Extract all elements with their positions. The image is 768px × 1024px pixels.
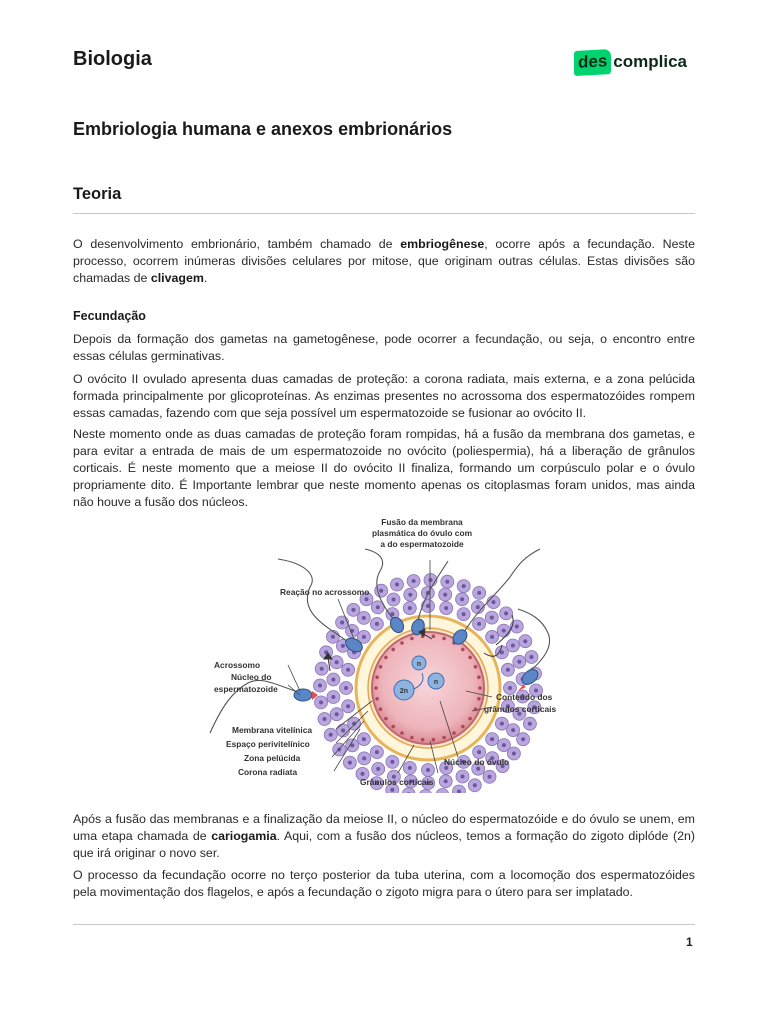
section-divider <box>73 213 695 214</box>
label-espaco-perivitelinico: Espaço perivitelínico <box>226 739 310 749</box>
corona-cell <box>402 788 415 793</box>
corona-cell-nucleus <box>523 639 527 643</box>
corona-cell-nucleus <box>477 622 481 626</box>
corona-cell-nucleus <box>320 667 324 671</box>
cortical-granule <box>384 656 388 660</box>
corona-cell-nucleus <box>500 722 504 726</box>
nucleus-n-1-label: n <box>416 661 422 668</box>
corona-cell-nucleus <box>362 756 366 760</box>
fecundacao-paragraph-2: O ovócito II ovulado apresenta duas camadas de proteção: a corona radiata, mais externa, e a zona pelúcida formada principalmente por glicoproteínas. As enzimas presentes no acrossoma dos espermatozóides rompem essas camadas, fazendo com que seja possível um espermatozoide se fusionar ao ovócito II. <box>73 372 695 420</box>
footer-divider <box>73 924 695 925</box>
corona-cell-nucleus <box>362 635 366 639</box>
corona-cell-nucleus <box>408 593 412 597</box>
corona-cell-nucleus <box>460 597 464 601</box>
section-heading: Teoria <box>73 185 122 203</box>
cortical-granule <box>379 665 383 669</box>
corona-cell-nucleus <box>473 783 477 787</box>
cortical-granule <box>400 731 404 735</box>
label-nucleo-ovulo: Núcleo do óvulo <box>444 757 510 767</box>
corona-cell-nucleus <box>318 684 322 688</box>
corona-cell-nucleus <box>461 775 465 779</box>
corona-cell-nucleus <box>502 743 506 747</box>
logo-wordmark: complica <box>613 52 687 71</box>
corona-cell-nucleus <box>444 779 448 783</box>
corona-cell-nucleus <box>412 579 416 583</box>
cortical-granule <box>468 656 472 660</box>
corona-cell-nucleus <box>462 584 466 588</box>
corona-cell-nucleus <box>521 737 525 741</box>
corona-cell-nucleus <box>426 604 430 608</box>
corona-cell-nucleus <box>511 644 515 648</box>
subject-title: Biologia <box>73 48 152 70</box>
label-conteudo-1: Conteúdo dos <box>496 692 553 702</box>
corona-cell-nucleus <box>492 600 496 604</box>
corona-cell-nucleus <box>379 589 383 593</box>
logo-badge: des <box>574 49 611 76</box>
corona-cell-nucleus <box>476 605 480 609</box>
corona-cell-nucleus <box>323 717 327 721</box>
cortical-granule <box>410 736 414 740</box>
corona-cell-nucleus <box>476 767 480 771</box>
cortical-granule <box>379 707 383 711</box>
corona-cell-nucleus <box>376 767 380 771</box>
corona-cell <box>436 789 449 794</box>
corona-cell-nucleus <box>390 760 394 764</box>
cortical-granule <box>432 635 436 639</box>
corona-cell-nucleus <box>375 750 379 754</box>
corona-cell-nucleus <box>445 580 449 584</box>
cortical-granule <box>452 731 456 735</box>
corona-cell-nucleus <box>365 597 369 601</box>
label-corona-radiata: Corona radiata <box>238 767 298 777</box>
corona-cell <box>419 790 432 794</box>
label-acrossomo: Acrossomo <box>214 660 261 670</box>
cortical-granule <box>400 641 404 645</box>
corona-cell-nucleus <box>517 660 521 664</box>
corona-cell-nucleus <box>490 616 494 620</box>
page-number: 1 <box>686 935 693 949</box>
corona-cell-nucleus <box>375 622 379 626</box>
corona-cell-nucleus <box>335 712 339 716</box>
corona-cell-nucleus <box>362 616 366 620</box>
label-granulos-corticais: Grânulos corticais <box>360 777 434 787</box>
cortical-granule <box>442 637 446 641</box>
corona-cell-nucleus <box>362 737 366 741</box>
corona-cell-nucleus <box>351 608 355 612</box>
corona-cell-nucleus <box>488 775 492 779</box>
corona-cell-nucleus <box>329 733 333 737</box>
label-reacao-acrossomo: Reação no acrossomo <box>280 587 370 597</box>
corona-cell-nucleus <box>331 678 335 682</box>
corona-cell-nucleus <box>490 737 494 741</box>
corona-cell-nucleus <box>502 629 506 633</box>
label-nucleo-espermatozoide-1: Núcleo do <box>231 672 272 682</box>
corona-cell-nucleus <box>346 704 350 708</box>
label-nucleo-espermatozoide-2: espermatozoide <box>214 684 278 694</box>
label-fusao-1: Fusão da membrana <box>381 517 463 527</box>
corona-cell-nucleus <box>506 668 510 672</box>
fecundacao-paragraph-1: Depois da formação dos gametas na gametogênese, pode ocorrer a fecundação, ou seja, o encontro entre essas células germinativas. <box>73 332 695 363</box>
document-title: Embriologia humana e anexos embrionários <box>73 119 453 139</box>
corona-cell-nucleus <box>340 621 344 625</box>
corona-cell-nucleus <box>426 768 430 772</box>
cortical-granule <box>474 665 478 669</box>
label-fusao-2: plasmática do óvulo com <box>371 528 473 538</box>
corona-cell-nucleus <box>395 583 399 587</box>
cortical-granule <box>391 648 395 652</box>
cortical-granule <box>477 697 481 701</box>
corona-cell-nucleus <box>344 686 348 690</box>
nucleus-n-2-label: n <box>433 679 439 686</box>
cortical-granule <box>477 675 481 679</box>
corona-cell-nucleus <box>348 761 352 765</box>
corona-cell-nucleus <box>512 752 516 756</box>
corona-cell-nucleus <box>376 605 380 609</box>
corona-cell-nucleus <box>504 611 508 615</box>
corona-cell-nucleus <box>490 635 494 639</box>
page-header <box>73 48 695 78</box>
nucleus-2n-label: 2n <box>399 688 409 695</box>
corona-cell-nucleus <box>335 660 339 664</box>
cortical-granule <box>375 697 379 701</box>
label-fusao-3: a do espermatozoide <box>380 539 464 549</box>
label-conteudo-2: grânulos corticais <box>484 704 557 714</box>
cortical-granule <box>432 738 436 742</box>
corona-cell-nucleus <box>331 635 335 639</box>
descomplica-logo <box>574 48 687 76</box>
cortical-granule <box>478 686 482 690</box>
cortical-granule <box>375 675 379 679</box>
corona-cell-nucleus <box>530 655 534 659</box>
corona-cell-nucleus <box>477 750 481 754</box>
fertilization-diagram <box>200 515 580 793</box>
cortical-granule <box>461 725 465 729</box>
fecundacao-paragraph-3: Neste momento onde as duas camadas de proteção foram rompidas, há a fusão da membrana dos gametas, e para evitar a entrada de mais de um espermatozoide no ovócito (poliespermia), há a liberação de grânulos corticais. É neste momento que a meiose II do ovócito II finaliza, formando um corpúsculo polar e o óvulo propriamente dito. É Importante lembrar que neste momento apenas os citoplasmas foram unidos, mas ainda não houve a fusão dos núcleos. <box>73 427 695 509</box>
corona-cell-nucleus <box>429 578 433 582</box>
corona-cell-nucleus <box>444 606 448 610</box>
corona-cell-nucleus <box>361 772 365 776</box>
cortical-granule <box>421 738 425 742</box>
corona-cell-nucleus <box>392 598 396 602</box>
corona-cell-nucleus <box>341 644 345 648</box>
corona-cell-nucleus <box>511 728 515 732</box>
corona-cell-nucleus <box>408 606 412 610</box>
corona-cell-nucleus <box>341 729 345 733</box>
fertilization-illustration <box>200 515 580 793</box>
label-zona-pelucida: Zona pelúcida <box>244 753 301 763</box>
cortical-granule <box>391 725 395 729</box>
corona-cell-nucleus <box>390 788 394 792</box>
cortical-granule <box>384 717 388 721</box>
ovum <box>372 632 484 744</box>
intro-paragraph: O desenvolvimento embrionário, também chamado de embriogênese, ocorre após a fecundação. Neste processo, ocorrem inúmeras divisões celulares por mitose, que originam outras células. Estas divisões são chamadas de clivagem. <box>73 237 695 285</box>
corona-cell-nucleus <box>515 625 519 629</box>
cortical-granule <box>410 637 414 641</box>
corona-cell-nucleus <box>331 695 335 699</box>
corona-cell-nucleus <box>477 591 481 595</box>
corona-cell-nucleus <box>319 700 323 704</box>
corona-cell-nucleus <box>500 650 504 654</box>
cortical-granule <box>461 648 465 652</box>
fecundacao-heading: Fecundação <box>73 309 146 323</box>
label-membrana-vitelinica: Membrana vitelínica <box>232 725 313 735</box>
corona-cell-nucleus <box>408 766 412 770</box>
corona-cell-nucleus <box>508 686 512 690</box>
corona-cell-nucleus <box>346 668 350 672</box>
cortical-granule <box>468 717 472 721</box>
cariogamia-paragraph: Após a fusão das membranas e a finalização da meiose II, o núcleo do espermatozóide e do óvulo se unem, em uma etapa chamada de cariogamia. Aqui, com a fusão dos núcleos, temos a formação do zigoto diplóde (2n) que irá originar o novo ser. <box>73 812 695 860</box>
corona-cell-nucleus <box>443 593 447 597</box>
final-paragraph: O processo da fecundação ocorre no terço posterior da tuba uterina, com a locomoção dos espermatozóides pela movimentação dos flagelos, e após a fecundação o zigoto migra para o útero para ser implatado. <box>73 868 695 899</box>
corona-cell-nucleus <box>462 612 466 616</box>
corona-cell-nucleus <box>528 722 532 726</box>
cortical-granule <box>442 736 446 740</box>
cortical-granule <box>374 686 378 690</box>
